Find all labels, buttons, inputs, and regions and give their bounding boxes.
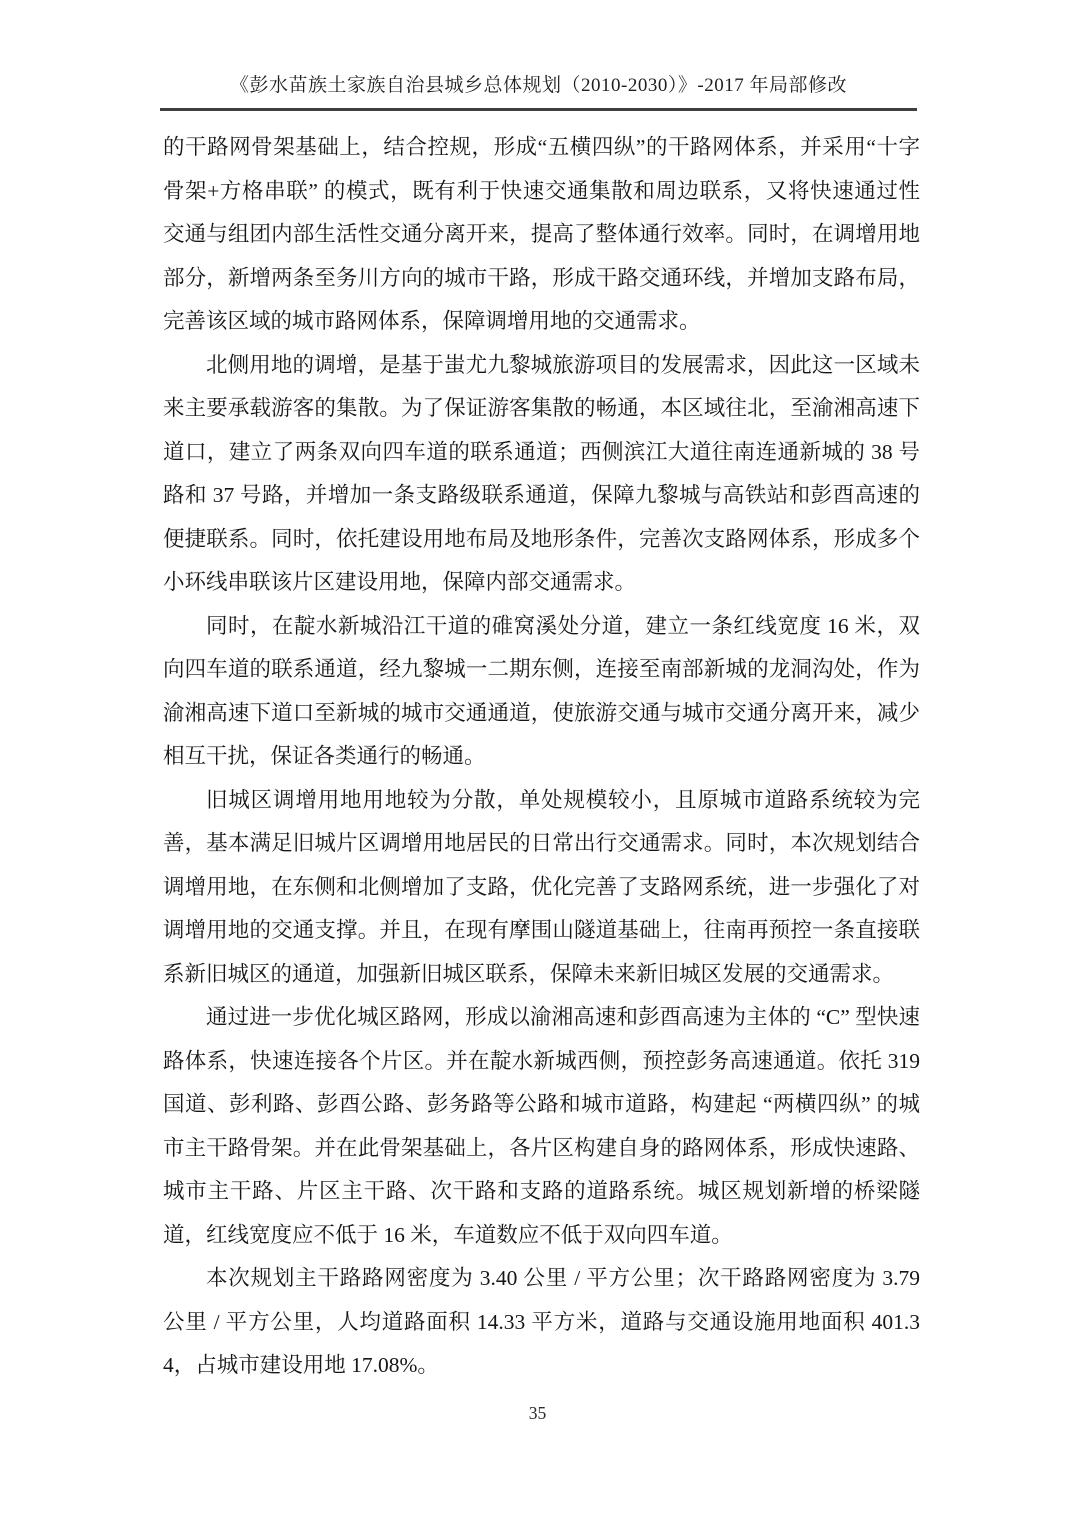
header-title: 《彭水苗族土家族自治县城乡总体规划（2010-2030）》-2017 年局部修改: [230, 75, 847, 96]
page-number: 35: [528, 1403, 547, 1423]
paragraph: 的干路网骨架基础上，结合控规，形成“五横四纵”的干路网体系，并采用“十字骨架+方格串联” 的模式，既有利于快速交通集散和周边联系，又将快速通过性交通与组团内部生活性交通分离开来，提高了整体通行效率。同时，在调增用地部分，新增两条至务川方向的城市干路，形成干路交通环线，并增加支路布局，完善该区域的城市路网体系，保障调增用地的交通需求。: [163, 135, 920, 333]
paragraph: 同时，在靛水新城沿江干道的碓窝溪处分道，建立一条红线宽度 16 米，双向四车道的联系通道，经九黎城一二期东侧，连接至南部新城的龙洞沟处，作为渝湘高速下道口至新城的城市交通通道，使旅游交通与城市交通分离开来，减少相互干扰，保证各类通行的畅通。: [163, 613, 920, 768]
page-header: [160, 70, 917, 111]
page-footer: [0, 1403, 1075, 1424]
paragraph: 通过进一步优化城区路网，形成以渝湘高速和彭酉高速为主体的 “C” 型快速路体系，快速连接各个片区。并在靛水新城西侧，预控彭务高速通道。依托 319 国道、彭利路、彭酉公路、彭务路等公路和城市道路，构建起 “两横四纵” 的城市主干路骨架。并在此骨架基础上，各片区构建自身的路网体系，形成快速路、城市主干路、片区主干路、次干路和支路的道路系统。城区规划新增的桥梁隧道，红线宽度应不低于 16 米，车道数应不低于双向四车道。: [163, 1005, 920, 1247]
paragraph: 旧城区调增用地用地较为分散，单处规模较小，且原城市道路系统较为完善，基本满足旧城片区调增用地居民的日常出行交通需求。同时，本次规划结合调增用地，在东侧和北侧增加了支路，优化完善了支路网系统，进一步强化了对调增用地的交通支撑。并且，在现有摩围山隧道基础上，往南再预控一条直接联系新旧城区的通道，加强新旧城区联系，保障未来新旧城区发展的交通需求。: [163, 787, 920, 986]
paragraph: 本次规划主干路路网密度为 3.40 公里 / 平方公里；次干路路网密度为 3.79 公里 / 平方公里，人均道路面积 14.33 平方米，道路与交通设施用地面积 401.34，占城市建设用地 17.08%。: [163, 1266, 920, 1377]
document-body: [163, 126, 920, 1388]
paragraph: 北侧用地的调增，是基于蚩尤九黎城旅游项目的发展需求，因此这一区域未来主要承载游客的集散。为了保证游客集散的畅通，本区域往北，至渝湘高速下道口，建立了两条双向四车道的联系通道；西侧滨江大道往南连通新城的 38 号路和 37 号路，并增加一条支路级联系通道，保障九黎城与高铁站和彭酉高速的便捷联系。同时，依托建设用地布局及地形条件，完善次支路网体系，形成多个小环线串联该片区建设用地，保障内部交通需求。: [163, 352, 920, 594]
